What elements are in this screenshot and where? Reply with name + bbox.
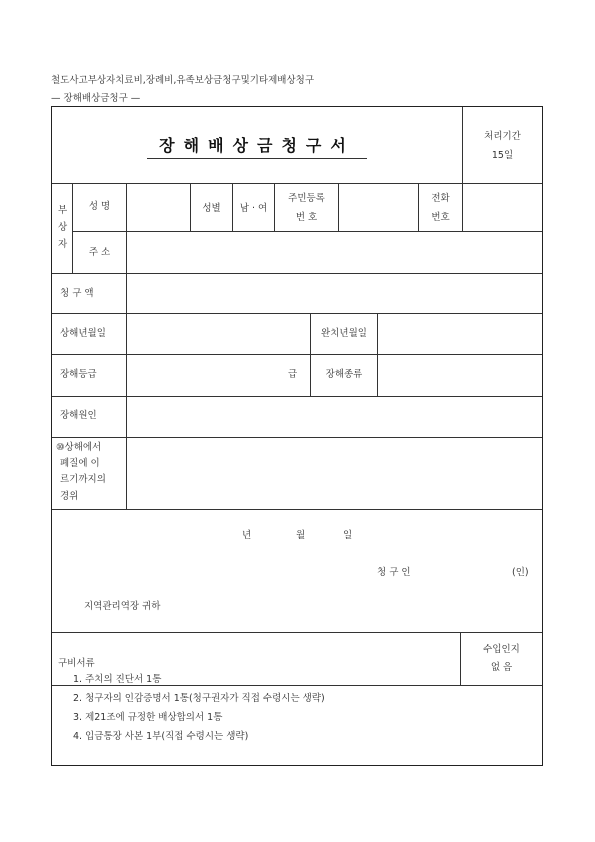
revenue-stamp-label-1: 수입인지 [483, 644, 520, 655]
date-year-label: 년 [242, 530, 252, 541]
row-line [52, 632, 542, 633]
form-title: 장해배상금청구서 [159, 136, 355, 155]
grade-suffix: 급 [288, 369, 298, 380]
disability-type-label: 장해종류 [325, 369, 363, 380]
row-line [72, 231, 542, 232]
col-line [126, 437, 127, 509]
col-line [72, 183, 73, 273]
claim-amount-label: 청 구 액 [60, 288, 94, 299]
form-header-subtitle: — 장해배상금청구 — [51, 93, 141, 104]
injured-label-3: 자 [58, 239, 68, 250]
col-line [460, 632, 461, 685]
col-line [418, 183, 419, 231]
phone-label-1: 전화 [431, 193, 450, 204]
claim-form [51, 106, 543, 766]
seal-label: (인) [512, 567, 529, 578]
form-header-title: 철도사고부상자치료비,장례비,유족보상금청구및기타제배상청구 [51, 75, 314, 86]
circumstances-label-3: 르기까지의 [60, 474, 106, 485]
phone-label-2: 번호 [431, 212, 450, 223]
processing-period-value: 15일 [491, 150, 514, 161]
required-doc-item: 1. 주치의 진단서 1통 [73, 674, 162, 685]
row-line [52, 509, 542, 510]
addressee: 지역관리역장 귀하 [84, 601, 161, 612]
required-docs-label: 구비서류 [58, 658, 95, 669]
col-line [126, 183, 127, 437]
gender-value: 남 · 여 [239, 203, 268, 214]
date-day-label: 일 [343, 530, 353, 541]
resident-number-label-2: 번 호 [295, 212, 318, 223]
circumstances-label-4: 경위 [60, 491, 79, 502]
required-doc-item: 3. 제21조에 규정한 배상합의서 1통 [73, 712, 223, 723]
injured-label-1: 부 [58, 205, 68, 216]
required-doc-item: 4. 입금통장 사본 1부(직접 수령시는 생략) [73, 731, 249, 742]
disability-cause-label: 장해원인 [60, 410, 97, 421]
address-label: 주 소 [88, 247, 111, 258]
processing-period-label: 처리기간 [484, 131, 521, 142]
col-line [338, 183, 339, 231]
injured-label-2: 상 [58, 222, 68, 233]
col-line [310, 313, 311, 396]
injury-date-label: 상해년월일 [60, 328, 106, 339]
date-month-label: 월 [296, 530, 306, 541]
revenue-stamp-label-2: 없 음 [490, 662, 513, 673]
gender-label: 성별 [202, 203, 221, 214]
resident-number-label-1: 주민등록 [288, 193, 325, 204]
circumstances-label-1: ⑩상해에서 [56, 442, 102, 453]
col-line [377, 313, 378, 396]
col-line [462, 183, 463, 231]
circumstances-label-2: 폐질에 이 [60, 458, 100, 469]
name-label: 성 명 [88, 201, 111, 212]
required-doc-item: 2. 청구자의 인감증명서 1통(청구권자가 직접 수령시는 생략) [73, 693, 325, 704]
cure-date-label: 완치년월일 [321, 328, 367, 339]
divider [462, 107, 463, 183]
col-line [274, 183, 275, 231]
title-underline [147, 158, 367, 159]
disability-grade-label: 장해등급 [60, 369, 97, 380]
claimant-label: 청 구 인 [377, 567, 411, 578]
